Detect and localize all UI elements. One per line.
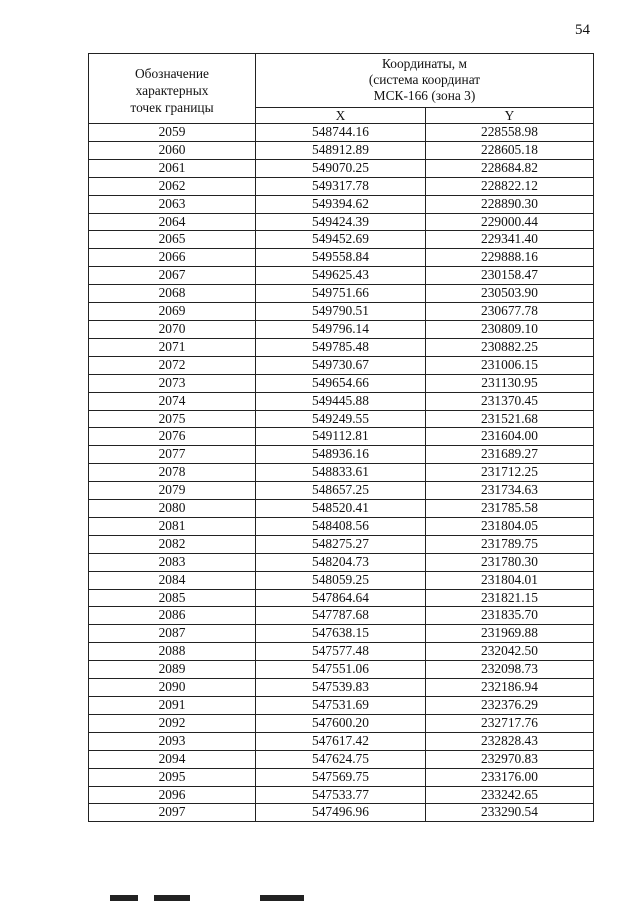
x-coordinate-cell: 548408.56 [256, 517, 426, 535]
y-coordinate-cell: 231734.63 [426, 482, 594, 500]
point-number-cell: 2067 [89, 267, 256, 285]
y-coordinate-cell: 231785.58 [426, 500, 594, 518]
x-coordinate-cell: 547577.48 [256, 643, 426, 661]
x-coordinate-cell: 547551.06 [256, 661, 426, 679]
point-number-cell: 2089 [89, 661, 256, 679]
point-number-cell: 2065 [89, 231, 256, 249]
table-row [89, 213, 594, 231]
point-number-cell: 2087 [89, 625, 256, 643]
x-coordinate-cell: 548912.89 [256, 141, 426, 159]
x-coordinate-cell: 548936.16 [256, 446, 426, 464]
table-row [89, 679, 594, 697]
x-coordinate-cell: 549070.25 [256, 159, 426, 177]
point-number-cell: 2085 [89, 589, 256, 607]
x-coordinate-cell: 549249.55 [256, 410, 426, 428]
table-row [89, 804, 594, 822]
table-row [89, 517, 594, 535]
table-row [89, 553, 594, 571]
point-number-cell: 2090 [89, 679, 256, 697]
point-header-line: Обозначение [135, 66, 209, 81]
table-row [89, 338, 594, 356]
table-row [89, 285, 594, 303]
x-coordinate-cell: 549558.84 [256, 249, 426, 267]
x-coordinate-cell: 549796.14 [256, 320, 426, 338]
point-number-cell: 2066 [89, 249, 256, 267]
point-number-cell: 2070 [89, 320, 256, 338]
x-coordinate-cell: 549452.69 [256, 231, 426, 249]
table-row [89, 661, 594, 679]
x-coordinate-cell: 547600.20 [256, 714, 426, 732]
table-row [89, 786, 594, 804]
x-coordinate-cell: 547533.77 [256, 786, 426, 804]
point-number-cell: 2088 [89, 643, 256, 661]
y-coordinate-cell: 233242.65 [426, 786, 594, 804]
x-coordinate-cell: 547787.68 [256, 607, 426, 625]
cut-off-bottom-text [110, 895, 410, 905]
table-row [89, 356, 594, 374]
y-coordinate-cell: 230158.47 [426, 267, 594, 285]
x-coordinate-cell: 547864.64 [256, 589, 426, 607]
y-coordinate-cell: 231804.01 [426, 571, 594, 589]
point-number-cell: 2073 [89, 374, 256, 392]
table-row [89, 768, 594, 786]
x-coordinate-cell: 548059.25 [256, 571, 426, 589]
table-row [89, 607, 594, 625]
point-number-cell: 2077 [89, 446, 256, 464]
point-number-cell: 2068 [89, 285, 256, 303]
point-number-cell: 2097 [89, 804, 256, 822]
x-coordinate-cell: 548520.41 [256, 500, 426, 518]
y-coordinate-cell: 231804.05 [426, 517, 594, 535]
y-coordinate-cell: 233290.54 [426, 804, 594, 822]
table-row [89, 249, 594, 267]
x-coordinate-cell: 547569.75 [256, 768, 426, 786]
y-coordinate-cell: 231789.75 [426, 535, 594, 553]
page-number: 54 [575, 22, 590, 38]
point-number-cell: 2095 [89, 768, 256, 786]
y-coordinate-cell: 231969.88 [426, 625, 594, 643]
table-row [89, 535, 594, 553]
point-number-cell: 2069 [89, 303, 256, 321]
y-coordinate-cell: 229000.44 [426, 213, 594, 231]
point-number-cell: 2082 [89, 535, 256, 553]
y-coordinate-cell: 230882.25 [426, 338, 594, 356]
x-coordinate-cell: 547624.75 [256, 750, 426, 768]
table-row [89, 482, 594, 500]
point-number-cell: 2080 [89, 500, 256, 518]
point-number-cell: 2084 [89, 571, 256, 589]
point-number-cell: 2083 [89, 553, 256, 571]
point-number-cell: 2079 [89, 482, 256, 500]
x-coordinate-cell: 547638.15 [256, 625, 426, 643]
x-coordinate-cell: 549317.78 [256, 177, 426, 195]
table-row [89, 392, 594, 410]
y-column-header: Y [426, 108, 594, 124]
y-coordinate-cell: 231130.95 [426, 374, 594, 392]
y-coordinate-cell: 228558.98 [426, 124, 594, 142]
x-coordinate-cell: 549790.51 [256, 303, 426, 321]
x-coordinate-cell: 548744.16 [256, 124, 426, 142]
x-coordinate-cell: 547617.42 [256, 732, 426, 750]
y-coordinate-cell: 231689.27 [426, 446, 594, 464]
y-coordinate-cell: 228605.18 [426, 141, 594, 159]
point-header-line: точек границы [130, 100, 214, 115]
y-coordinate-cell: 229341.40 [426, 231, 594, 249]
x-coordinate-cell: 549394.62 [256, 195, 426, 213]
y-coordinate-cell: 231835.70 [426, 607, 594, 625]
coords-header-line: Координаты, м [382, 56, 467, 71]
y-coordinate-cell: 231821.15 [426, 589, 594, 607]
point-number-cell: 2075 [89, 410, 256, 428]
point-number-cell: 2094 [89, 750, 256, 768]
y-coordinate-cell: 228684.82 [426, 159, 594, 177]
point-number-cell: 2086 [89, 607, 256, 625]
x-coordinate-cell: 547539.83 [256, 679, 426, 697]
table-row [89, 697, 594, 715]
table-row [89, 374, 594, 392]
x-coordinate-cell: 549751.66 [256, 285, 426, 303]
y-coordinate-cell: 232828.43 [426, 732, 594, 750]
table-row [89, 159, 594, 177]
point-number-cell: 2074 [89, 392, 256, 410]
point-number-cell: 2081 [89, 517, 256, 535]
y-coordinate-cell: 232042.50 [426, 643, 594, 661]
point-number-cell: 2059 [89, 124, 256, 142]
point-number-cell: 2072 [89, 356, 256, 374]
x-coordinate-cell: 549112.81 [256, 428, 426, 446]
table-row [89, 625, 594, 643]
x-coordinate-cell: 548833.61 [256, 464, 426, 482]
y-coordinate-cell: 231780.30 [426, 553, 594, 571]
x-coordinate-cell: 547496.96 [256, 804, 426, 822]
point-number-cell: 2062 [89, 177, 256, 195]
y-coordinate-cell: 231712.25 [426, 464, 594, 482]
point-number-cell: 2060 [89, 141, 256, 159]
x-coordinate-cell: 549730.67 [256, 356, 426, 374]
point-number-cell: 2096 [89, 786, 256, 804]
x-coordinate-cell: 549625.43 [256, 267, 426, 285]
table-row [89, 464, 594, 482]
point-number-cell: 2093 [89, 732, 256, 750]
table-row [89, 589, 594, 607]
table-row [89, 124, 594, 142]
point-number-cell: 2091 [89, 697, 256, 715]
y-coordinate-cell: 232970.83 [426, 750, 594, 768]
y-coordinate-cell: 233176.00 [426, 768, 594, 786]
point-number-cell: 2078 [89, 464, 256, 482]
table-row [89, 714, 594, 732]
table-row [89, 410, 594, 428]
x-coordinate-cell: 548657.25 [256, 482, 426, 500]
y-coordinate-cell: 228822.12 [426, 177, 594, 195]
x-column-header: X [256, 108, 426, 124]
table-row [89, 750, 594, 768]
point-number-cell: 2064 [89, 213, 256, 231]
coordinates-table [88, 53, 594, 822]
table-body [89, 124, 594, 822]
coords-header-line: (система координат [368, 72, 481, 87]
table-row [89, 303, 594, 321]
x-coordinate-cell: 549424.39 [256, 213, 426, 231]
y-coordinate-cell: 231604.00 [426, 428, 594, 446]
y-coordinate-cell: 231521.68 [426, 410, 594, 428]
y-coordinate-cell: 230809.10 [426, 320, 594, 338]
table-row [89, 571, 594, 589]
coordinates-group-header [256, 54, 594, 108]
point-number-cell: 2076 [89, 428, 256, 446]
x-coordinate-cell: 549785.48 [256, 338, 426, 356]
x-coordinate-cell: 548204.73 [256, 553, 426, 571]
y-coordinate-cell: 228890.30 [426, 195, 594, 213]
y-coordinate-cell: 230677.78 [426, 303, 594, 321]
table-row [89, 267, 594, 285]
table-row [89, 732, 594, 750]
table-row [89, 446, 594, 464]
table-row [89, 320, 594, 338]
y-coordinate-cell: 232717.76 [426, 714, 594, 732]
x-coordinate-cell: 547531.69 [256, 697, 426, 715]
y-coordinate-cell: 232186.94 [426, 679, 594, 697]
y-coordinate-cell: 232376.29 [426, 697, 594, 715]
point-header-line: характерных [135, 83, 209, 98]
table-row [89, 231, 594, 249]
y-coordinate-cell: 231370.45 [426, 392, 594, 410]
table-row [89, 141, 594, 159]
coords-header-line: МСК-166 (зона 3) [373, 88, 476, 103]
table-row [89, 177, 594, 195]
table-row [89, 428, 594, 446]
table-row [89, 500, 594, 518]
point-number-cell: 2092 [89, 714, 256, 732]
y-coordinate-cell: 231006.15 [426, 356, 594, 374]
table-row [89, 643, 594, 661]
point-number-cell: 2063 [89, 195, 256, 213]
y-coordinate-cell: 229888.16 [426, 249, 594, 267]
table-row [89, 195, 594, 213]
y-coordinate-cell: 230503.90 [426, 285, 594, 303]
point-number-cell: 2071 [89, 338, 256, 356]
y-coordinate-cell: 232098.73 [426, 661, 594, 679]
x-coordinate-cell: 548275.27 [256, 535, 426, 553]
point-designation-header [89, 54, 256, 124]
point-number-cell: 2061 [89, 159, 256, 177]
x-coordinate-cell: 549654.66 [256, 374, 426, 392]
x-coordinate-cell: 549445.88 [256, 392, 426, 410]
